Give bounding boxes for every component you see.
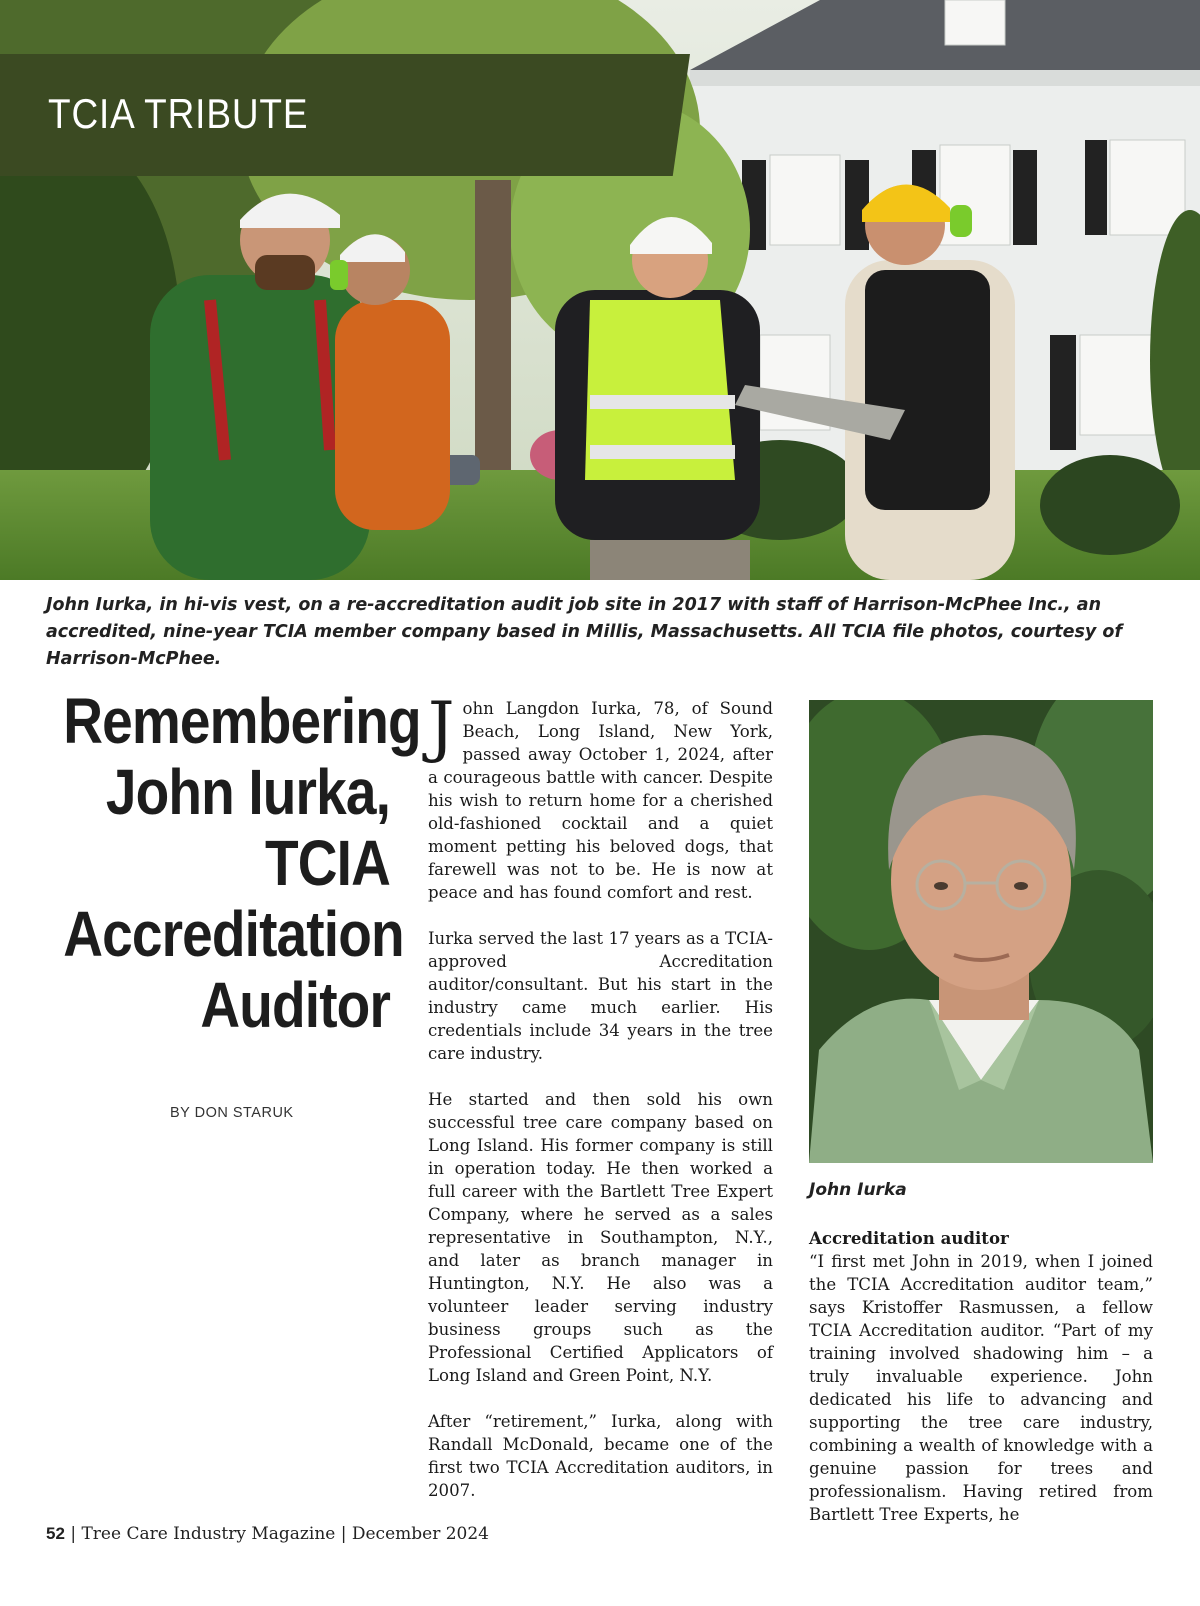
- paragraph-3: He started and then sold his own successful tree care company based on Long Island. His former company is still in operation today. He then worked a full career with the Bartlett Tree Expert Company, where he served as a sales representative in Southampton, N.Y., and later as branch manager in Huntington, N.Y. He also was a volunteer leader serving industry business groups such as the Professional Certified Applicators of Long Island and Green Point, N.Y.: [428, 1090, 773, 1385]
- portrait-photo: [809, 700, 1153, 1163]
- hero-photo-caption: John Iurka, in hi-vis vest, on a re-accreditation audit job site in 2017 with staff of Harrison-McPhee Inc., an accredited, nine-year TCIA member company based in Millis, Massachusetts. All TCIA file photos, courtesy of Harrison-McPhee.: [46, 595, 1123, 669]
- byline: BY DON STARUK: [170, 1105, 294, 1121]
- headline-line: Accreditation: [63, 898, 404, 970]
- portrait-caption: John Iurka: [809, 1180, 907, 1200]
- portrait-illustration: [809, 700, 1153, 1163]
- headline-line: TCIA: [265, 827, 390, 899]
- paragraph-2: Iurka served the last 17 years as a TCIA-approved Accreditation auditor/consultant. But his start in the industry came much earlier. His credentials include 34 years in the tree care industry.: [428, 929, 773, 1063]
- paragraph-4: After “retirement,” Iurka, along with Randall McDonald, became one of the first two TCIA Accreditation auditors, in 2007.: [428, 1412, 773, 1500]
- article-body: [428, 688, 773, 1525]
- subhead-accreditation-auditor: Accreditation auditor: [809, 1228, 1009, 1248]
- headline-line: John Iurka,: [105, 756, 390, 828]
- article-headline: [10, 685, 421, 1041]
- drop-cap: J: [428, 688, 455, 765]
- sidebar-text: [809, 1227, 1153, 1526]
- page-footer: [46, 1524, 489, 1544]
- paragraph-1-text: ohn Langdon Iurka, 78, of Sound Beach, Long Island, New York, passed away October 1, 2024, after a courageous battle with cancer. Despite his wish to return home for a cherished old-fashioned cocktail and a quiet moment petting his beloved dogs, that farewell was not to be. He is now at peace and has found comfort and rest.: [428, 699, 773, 902]
- page-number: 52: [46, 1524, 65, 1543]
- sidebar-paragraph: “I first met John in 2019, when I joined the TCIA Accreditation auditor team,” says Kristoffer Rasmussen, a fellow TCIA Accreditation auditor. “Part of my training involved shadowing him – a truly invaluable experience. John dedicated his life to advancing and supporting the tree care industry, combining a wealth of knowledge with a genuine passion for trees and professionalism. Having retired from Bartlett Tree Experts, he: [809, 1252, 1153, 1524]
- paragraph-1: [428, 688, 773, 904]
- publication-info: | Tree Care Industry Magazine | December 2024: [70, 1524, 489, 1544]
- section-banner-title: TCIA TRIBUTE: [48, 90, 309, 137]
- headline-line: Auditor: [200, 969, 390, 1041]
- headline-line: Remembering: [63, 685, 421, 757]
